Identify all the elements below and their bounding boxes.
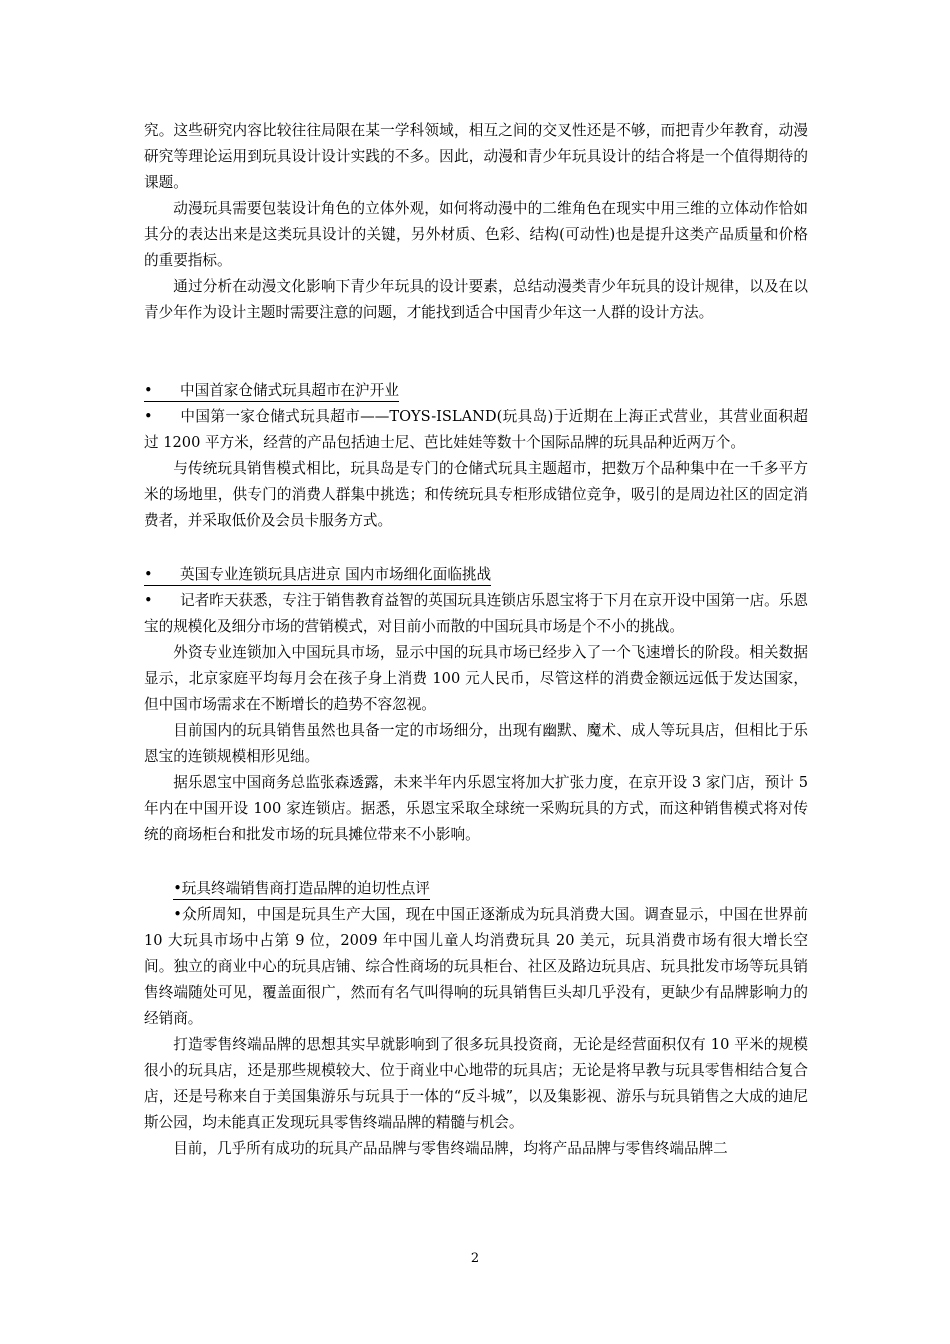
paragraph: 目前，几乎所有成功的玩具产品品牌与零售终端品牌，均将产品品牌与零售终端品牌二 [173, 1140, 728, 1157]
paragraph: 据乐恩宝中国商务总监张森透露，未来半年内乐恩宝将加大扩张力度，在京开设 3 家门店，预计 5 年内在中国开设 100 家连锁店。据悉，乐恩宝采取全球统一采购玩具的方式，而这种销售模式将对传统的商场柜台和批发市场的玩具摊位带来不小影响。 [144, 774, 808, 843]
document-body [144, 118, 808, 1162]
section-title: 英国专业连锁玩具店进京 国内市场细化面临挑战 [180, 566, 492, 583]
paragraph: 目前国内的玩具销售虽然也具备一定的市场细分，出现有幽默、魔术、成人等玩具店，但相比于乐恩宝的连锁规模相形见绌。 [144, 722, 808, 765]
paragraph: 究。这些研究内容比较往往局限在某一学科领域，相互之间的交叉性还是不够，而把青少年教育，动漫研究等理论运用到玩具设计设计实践的不多。因此，动漫和青少年玩具设计的结合将是一个值得期待的课题。 [144, 122, 808, 191]
paragraph: 打造零售终端品牌的思想其实早就影响到了很多玩具投资商，无论是经营面积仅有 10 平米的规模很小的玩具店，还是那些规模较大、位于商业中心地带的玩具店；无论是将早教与玩具零售相结合复合店，还是号称来自于美国集游乐与玩具于一体的“反斗城”，以及集影视、游乐与玩具销售之大成的迪尼斯公园，均未能真正发现玩具零售终端品牌的精髓与机会。 [144, 1036, 808, 1131]
page-number: 2 [470, 1251, 480, 1266]
bullet: • [144, 566, 153, 583]
paragraph: • 中国第一家仓储式玩具超市——TOYS-ISLAND(玩具岛)于近期在上海正式营业，其营业面积超过 1200 平方米，经营的产品包括迪士尼、芭比娃娃等数十个国际品牌的玩具品种近两万个。 [144, 404, 808, 456]
section-heading [144, 378, 808, 404]
section-title: 中国首家仓储式玩具超市在沪开业 [180, 382, 399, 399]
section-heading [144, 876, 808, 902]
paragraph: 通过分析在动漫文化影响下青少年玩具的设计要素，总结动漫类青少年玩具的设计规律，以及在以青少年作为设计主题时需要注意的问题，才能找到适合中国青少年这一人群的设计方法。 [144, 278, 808, 321]
paragraph: 与传统玩具销售模式相比，玩具岛是专门的仓储式玩具主题超市，把数万个品种集中在一千多平方米的场地里，供专门的消费人群集中挑选；和传统玩具专柜形成错位竞争，吸引的是周边社区的固定消费者，并采取低价及会员卡服务方式。 [144, 460, 808, 529]
section-title: •玩具终端销售商打造品牌的迫切性点评 [173, 878, 430, 900]
paragraph: •众所周知，中国是玩具生产大国，现在中国正逐渐成为玩具消费大国。调查显示，中国在世界前 10 大玩具市场中占第 9 位，2009 年中国儿童人均消费玩具 20 美元，玩具消费市场有很大增长空间。独立的商业中心的玩具店铺、综合性商场的玩具柜台、社区及路边玩具店、玩具批发市场等玩具销售终端随处可见，覆盖面很广，然而有名气叫得响的玩具销售巨头却几乎没有，更缺少有品牌影响力的经销商。 [144, 906, 808, 1027]
section-heading [144, 562, 808, 588]
bullet: • [144, 382, 153, 399]
bullet: • [144, 592, 153, 609]
paragraph: 外资专业连锁加入中国玩具市场，显示中国的玩具市场已经步入了一个飞速增长的阶段。相关数据显示，北京家庭平均每月会在孩子身上消费 100 元人民币，尽管这样的消费金额远远低于发达国家，但中国市场需求在不断增长的趋势不容忽视。 [144, 644, 808, 713]
paragraph: • 记者昨天获悉，专注于销售教育益智的英国玩具连锁店乐恩宝将于下月在京开设中国第一店。乐恩宝的规模化及细分市场的营销模式，对目前小而散的中国玩具市场是个不小的挑战。 [144, 588, 808, 640]
paragraph: 动漫玩具需要包装设计角色的立体外观，如何将动漫中的二维角色在现实中用三维的立体动作恰如其分的表达出来是这类玩具设计的关键，另外材质、色彩、结构(可动性)也是提升这类产品质量和价格的重要指标。 [144, 200, 808, 269]
bullet: • [144, 408, 153, 425]
